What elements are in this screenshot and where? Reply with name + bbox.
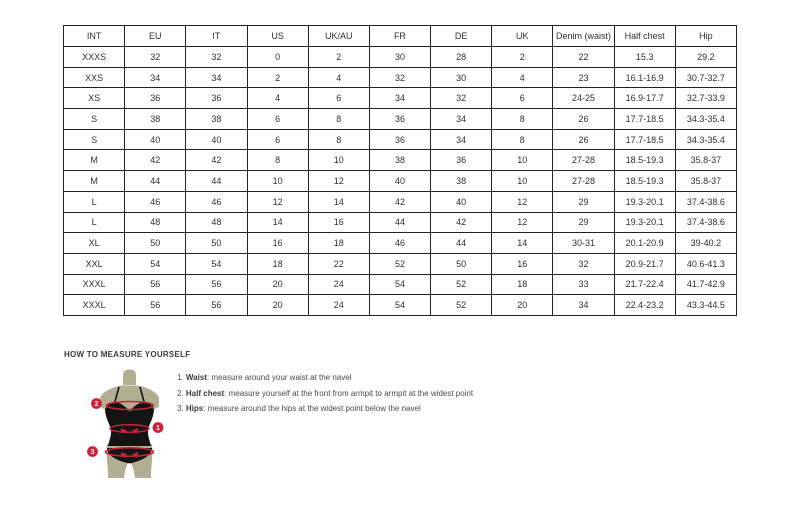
size-row (64, 295, 737, 316)
size-cell: 34 (369, 88, 430, 109)
size-cell: 40 (186, 129, 247, 150)
size-cell: 4 (247, 88, 308, 109)
size-cell: 50 (125, 233, 186, 254)
measure-step (177, 389, 473, 398)
size-cell: 4 (308, 67, 369, 88)
size-row (64, 274, 737, 295)
size-row (64, 171, 737, 192)
column-header: Hip (675, 26, 736, 47)
size-cell: 2 (492, 47, 553, 68)
size-cell: 17.7-18.5 (614, 129, 675, 150)
size-cell: 30-31 (553, 233, 614, 254)
size-cell: 20.9-21.7 (614, 253, 675, 274)
size-cell: 20.1-20.9 (614, 233, 675, 254)
size-cell: 18.5-19.3 (614, 171, 675, 192)
size-cell: 46 (369, 233, 430, 254)
size-cell: 34 (125, 67, 186, 88)
size-cell: 34.3-35.4 (675, 109, 736, 130)
size-cell: 24-25 (553, 88, 614, 109)
size-cell: 12 (492, 191, 553, 212)
column-header: DE (431, 26, 492, 47)
size-cell: 20 (247, 295, 308, 316)
column-header: IT (186, 26, 247, 47)
size-cell: 6 (308, 88, 369, 109)
size-cell: 32.7-33.9 (675, 88, 736, 109)
step-label: Waist (185, 373, 207, 382)
size-cell: 37.4-38.6 (675, 212, 736, 233)
size-cell: 54 (369, 274, 430, 295)
step-number: 3. (177, 404, 186, 414)
size-cell: 22 (553, 47, 614, 68)
column-header: Denim (waist) (553, 26, 614, 47)
size-cell: 32 (125, 47, 186, 68)
size-cell: 22 (308, 253, 369, 274)
size-cell: 34 (186, 67, 247, 88)
size-cell: 18.5-19.3 (614, 150, 675, 171)
column-header: FR (369, 26, 430, 47)
size-cell: 35.8-37 (675, 171, 736, 192)
size-row (64, 109, 737, 130)
size-cell: 16.1-16.9 (614, 67, 675, 88)
size-cell: 40 (125, 129, 186, 150)
column-header: Half chest (614, 26, 675, 47)
size-cell: 14 (247, 212, 308, 233)
size-cell: 12 (308, 171, 369, 192)
size-cell: 8 (308, 129, 369, 150)
size-cell: 19.3-20.1 (614, 212, 675, 233)
size-cell: 6 (247, 129, 308, 150)
size-cell: 41.7-42.9 (675, 274, 736, 295)
size-cell: 15.3 (614, 47, 675, 68)
measure-step (177, 373, 473, 382)
size-cell: 30 (431, 67, 492, 88)
size-cell: 44 (186, 171, 247, 192)
size-cell: 56 (125, 295, 186, 316)
size-cell: 36 (369, 109, 430, 130)
size-cell: 4 (492, 67, 553, 88)
size-cell: 42 (431, 212, 492, 233)
step-number: 2. (177, 388, 186, 398)
size-row (64, 47, 737, 68)
size-cell: 50 (186, 233, 247, 254)
size-cell: 27-28 (553, 150, 614, 171)
size-cell: 28 (431, 47, 492, 68)
column-header: UK (492, 26, 553, 47)
size-cell: 29.2 (675, 47, 736, 68)
size-cell: 39-40.2 (675, 233, 736, 254)
size-cell: 8 (308, 109, 369, 130)
size-cell: 20 (247, 274, 308, 295)
size-cell: 34 (431, 129, 492, 150)
size-cell: XL (64, 233, 125, 254)
mannequin-illustration-icon (83, 368, 183, 483)
size-cell: 20 (492, 295, 553, 316)
size-cell: 24 (308, 295, 369, 316)
size-cell: 2 (308, 47, 369, 68)
measure-step (177, 404, 473, 413)
size-cell: 42 (369, 191, 430, 212)
size-cell: XXS (64, 67, 125, 88)
size-cell: 12 (247, 191, 308, 212)
measure-heading: HOW TO MEASURE YOURSELF (64, 350, 191, 359)
size-cell: 0 (247, 47, 308, 68)
size-row (64, 253, 737, 274)
size-cell: XXXL (64, 295, 125, 316)
step-text: : measure yourself at the front from armpit to armpit at the widest point (224, 388, 474, 398)
mannequin-head (123, 370, 136, 386)
size-cell: 27-28 (553, 171, 614, 192)
mannequin-figure (83, 368, 183, 483)
size-cell: 56 (125, 274, 186, 295)
size-cell: 2 (247, 67, 308, 88)
size-cell: 30.7-32.7 (675, 67, 736, 88)
size-cell: 30 (369, 47, 430, 68)
size-cell: 21.7-22.4 (614, 274, 675, 295)
size-cell: M (64, 171, 125, 192)
size-cell: 29 (553, 212, 614, 233)
size-cell: 38 (125, 109, 186, 130)
size-cell: 16.9-17.7 (614, 88, 675, 109)
size-cell: 23 (553, 67, 614, 88)
size-cell: 56 (186, 295, 247, 316)
size-row (64, 88, 737, 109)
size-cell: 36 (369, 129, 430, 150)
size-cell: L (64, 212, 125, 233)
measure-steps (177, 373, 473, 420)
size-cell: 32 (431, 88, 492, 109)
size-cell: 8 (492, 109, 553, 130)
size-cell: 56 (186, 274, 247, 295)
size-cell: 16 (308, 212, 369, 233)
size-cell: 6 (247, 109, 308, 130)
size-cell: XXXL (64, 274, 125, 295)
badge-hips-number: 3 (90, 447, 95, 457)
size-cell: 8 (492, 129, 553, 150)
size-cell: 12 (492, 212, 553, 233)
size-cell: 26 (553, 109, 614, 130)
column-header: INT (64, 26, 125, 47)
size-cell: 48 (125, 212, 186, 233)
size-cell: 36 (186, 88, 247, 109)
size-cell: 44 (431, 233, 492, 254)
size-cell: 35.8-37 (675, 150, 736, 171)
size-cell: S (64, 129, 125, 150)
size-cell: 10 (308, 150, 369, 171)
size-cell: 24 (308, 274, 369, 295)
size-cell: 8 (247, 150, 308, 171)
size-cell: 22.4-23.2 (614, 295, 675, 316)
size-cell: 42 (125, 150, 186, 171)
badge-chest-number: 2 (94, 399, 99, 409)
size-row (64, 67, 737, 88)
size-cell: 32 (369, 67, 430, 88)
size-cell: S (64, 109, 125, 130)
size-cell: 14 (492, 233, 553, 254)
size-chart-table (63, 25, 737, 316)
size-cell: 46 (125, 191, 186, 212)
step-label: Hips (185, 404, 204, 414)
size-cell: 18 (247, 253, 308, 274)
size-cell: 36 (125, 88, 186, 109)
table-header-row (64, 26, 737, 47)
size-cell: 18 (492, 274, 553, 295)
size-cell: 18 (308, 233, 369, 254)
size-cell: 54 (369, 295, 430, 316)
step-label: Half chest (185, 388, 225, 398)
size-cell: L (64, 191, 125, 212)
size-cell: 46 (186, 191, 247, 212)
size-cell: 52 (431, 274, 492, 295)
size-cell: 54 (186, 253, 247, 274)
size-cell: 37.4-38.6 (675, 191, 736, 212)
size-cell: 32 (186, 47, 247, 68)
size-cell: 10 (247, 171, 308, 192)
size-row (64, 150, 737, 171)
column-header: EU (125, 26, 186, 47)
step-number: 1. (177, 373, 186, 382)
size-cell: XS (64, 88, 125, 109)
size-row (64, 191, 737, 212)
size-cell: 38 (186, 109, 247, 130)
size-cell: 38 (431, 171, 492, 192)
size-row (64, 233, 737, 254)
size-cell: XXXS (64, 47, 125, 68)
size-cell: 38 (369, 150, 430, 171)
size-cell: 40 (369, 171, 430, 192)
size-cell: 17.7-18.5 (614, 109, 675, 130)
column-header: US (247, 26, 308, 47)
step-text: : measure around the hips at the widest point below the navel (203, 404, 421, 414)
badge-waist-number: 1 (156, 423, 160, 433)
size-cell: 52 (431, 295, 492, 316)
size-cell: 42 (186, 150, 247, 171)
size-cell: 10 (492, 150, 553, 171)
size-cell: 40.6-41.3 (675, 253, 736, 274)
size-cell: 34.3-35.4 (675, 129, 736, 150)
size-cell: 34 (553, 295, 614, 316)
size-cell: 10 (492, 171, 553, 192)
size-cell: XXL (64, 253, 125, 274)
size-cell: 54 (125, 253, 186, 274)
step-text: : measure around your waist at the navel (206, 373, 352, 382)
size-cell: 52 (369, 253, 430, 274)
size-cell: 16 (247, 233, 308, 254)
size-cell: 14 (308, 191, 369, 212)
column-header: UK/AU (308, 26, 369, 47)
size-cell: 34 (431, 109, 492, 130)
size-cell: 36 (431, 150, 492, 171)
size-cell: 50 (431, 253, 492, 274)
size-cell: 6 (492, 88, 553, 109)
size-cell: 43.3-44.5 (675, 295, 736, 316)
size-cell: 44 (125, 171, 186, 192)
size-row (64, 129, 737, 150)
size-cell: 32 (553, 253, 614, 274)
size-cell: M (64, 150, 125, 171)
size-cell: 29 (553, 191, 614, 212)
size-row (64, 212, 737, 233)
size-cell: 33 (553, 274, 614, 295)
size-cell: 44 (369, 212, 430, 233)
size-cell: 16 (492, 253, 553, 274)
size-cell: 40 (431, 191, 492, 212)
size-cell: 26 (553, 129, 614, 150)
size-cell: 19.3-20.1 (614, 191, 675, 212)
table-body (64, 47, 737, 316)
size-cell: 48 (186, 212, 247, 233)
